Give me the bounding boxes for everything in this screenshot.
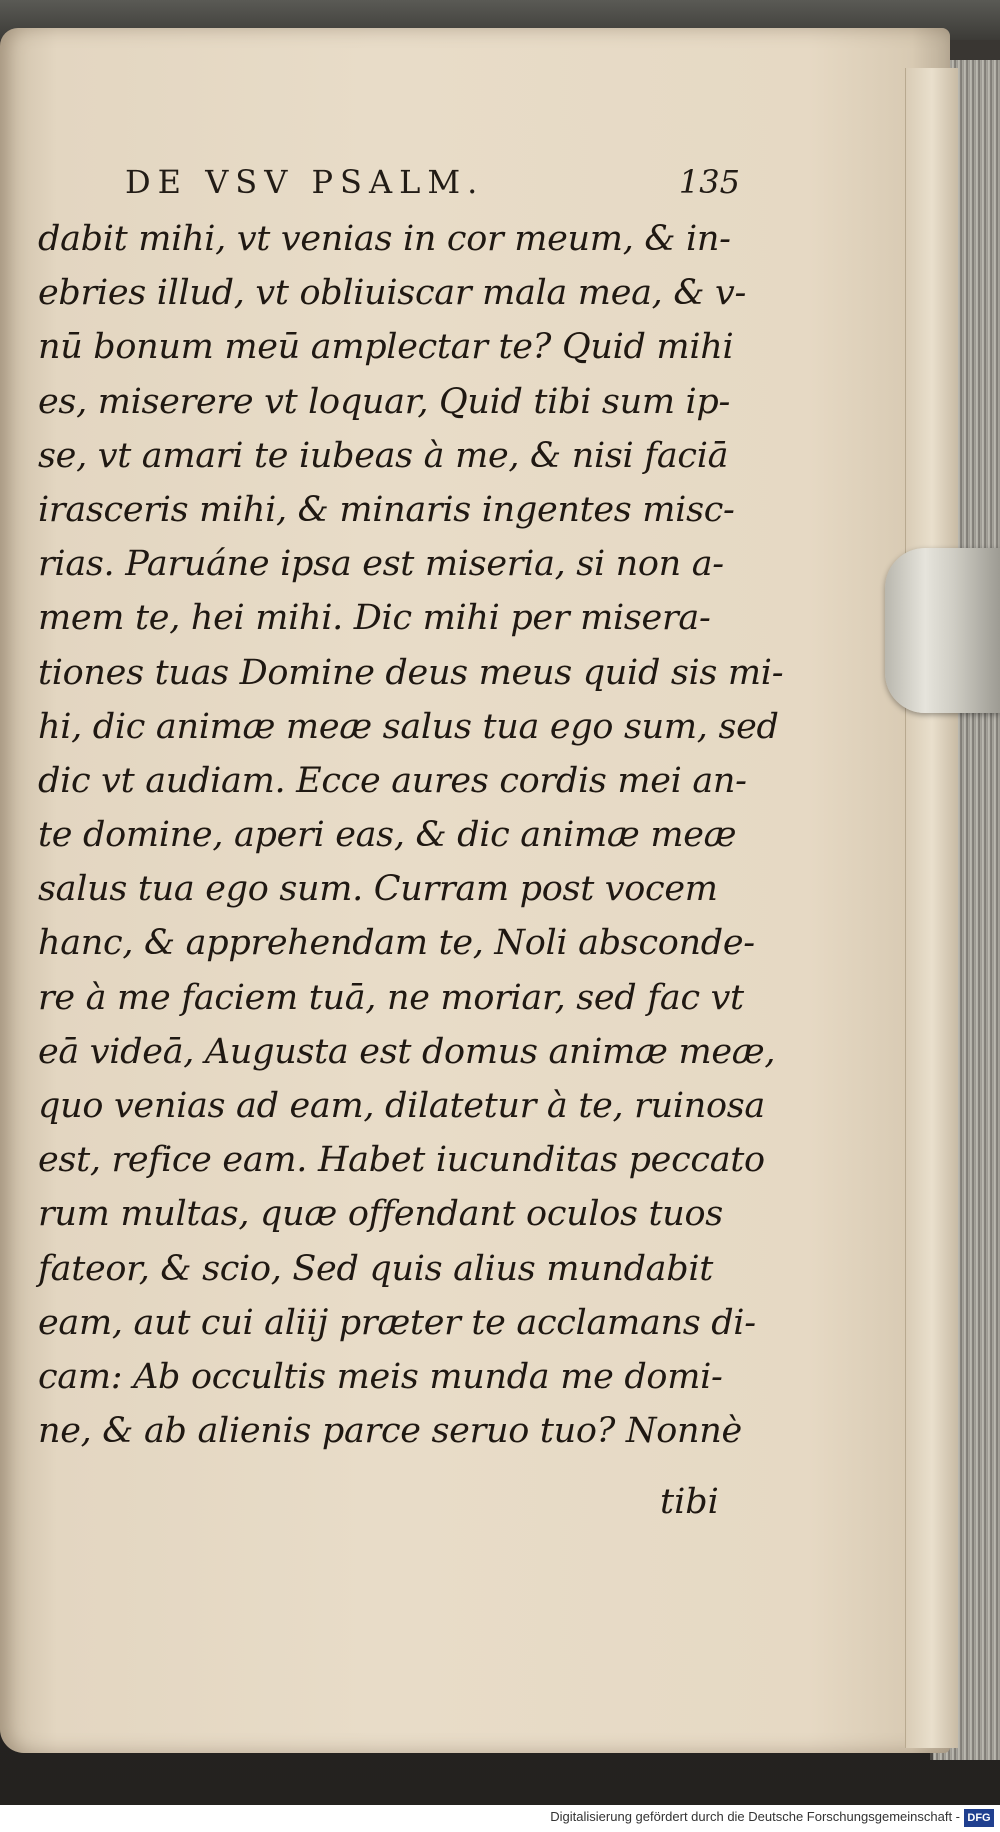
running-head [125, 160, 740, 204]
text-line: quo venias ad eam, dilatetur à te, ruinosa [38, 1086, 765, 1126]
text-line: hi, dic animæ meæ salus tua ego sum, sed [38, 706, 779, 747]
catchword: tibi [660, 1482, 719, 1522]
text-line: dic vt audiam. Ecce aures cordis mei an- [38, 760, 747, 801]
text-line: rum multas, quæ offendant oculos tuos [38, 1194, 723, 1235]
text-line: dabit mihi, vt venias in cor meum, & in- [38, 219, 731, 259]
text-line: nū bonum meū amplectar te? Quid mihi [38, 327, 734, 368]
footer-credit: Digitalisierung gefördert durch die Deutsche Forschungsgemeinschaft - [550, 1809, 960, 1824]
text-line: mem te, hei mihi. Dic mihi per misera- [38, 598, 711, 639]
text-line: se, vt amari te iubeas à me, & nisi faciā [38, 435, 729, 476]
text-line: est, refice eam. Habet iucunditas peccato [38, 1140, 765, 1181]
running-head-title: DE VSV PSALM. [125, 163, 485, 201]
text-line: eā videā, Augusta est domus animæ meæ, [38, 1031, 776, 1072]
text-line: salus tua ego sum. Curram post vocem [38, 869, 718, 910]
text-line: fateor, & scio, Sed quis alius mundabit [38, 1248, 714, 1289]
text-line: tiones tuas Domine deus meus quid sis mi- [38, 652, 784, 693]
text-line: cam: Ab occultis meis munda me domi- [38, 1356, 723, 1397]
text-line: eam, aut cui aliij præter te acclamans di- [38, 1302, 756, 1343]
text-line: re à me faciem tuā, ne moriar, sed fac vt [38, 977, 744, 1018]
page-fore-edge [905, 68, 958, 1748]
page-number: 135 [678, 163, 740, 201]
text-line: te domine, aperi eas, & dic animæ meæ [38, 815, 737, 856]
text-line: ebries illud, vt obliuiscar mala mea, & v- [38, 273, 747, 314]
body-text [38, 212, 784, 1458]
text-line: rias. Paruáne ipsa est miseria, si non a- [38, 544, 724, 585]
text-line: ne, & ab alienis parce seruo tuo? Nonnè [38, 1411, 742, 1452]
dfg-logo-icon: DFG [964, 1809, 994, 1827]
book-clasp [885, 548, 1000, 713]
text-line: irasceris mihi, & minaris ingentes misc- [38, 489, 735, 530]
text-line: es, miserere vt loquar, Quid tibi sum ip- [38, 381, 731, 422]
text-line: hanc, & apprehendam te, Noli absconde- [38, 923, 755, 964]
digitization-footer [0, 1805, 1000, 1832]
